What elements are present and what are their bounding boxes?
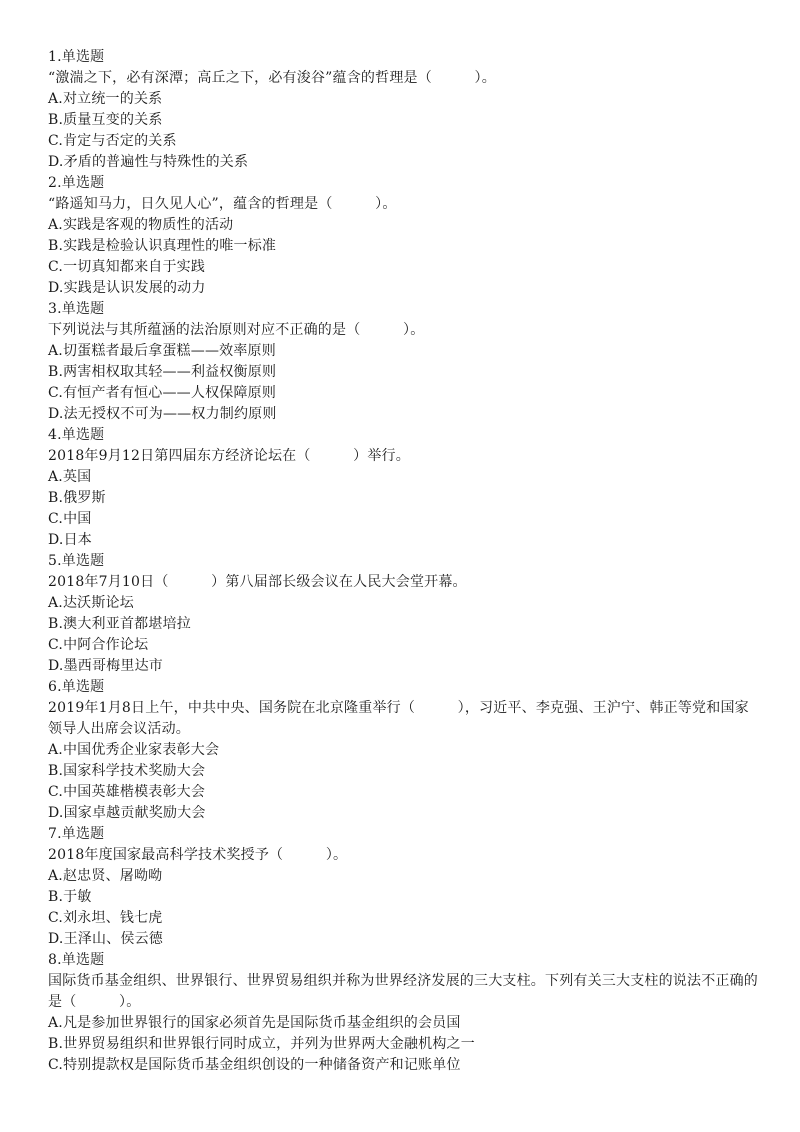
question-header: 5.单选题 bbox=[48, 553, 105, 569]
option-d: D.日本 bbox=[48, 532, 92, 548]
option-c: C.中国英雄楷模表彰大会 bbox=[48, 784, 206, 800]
question-header: 6.单选题 bbox=[48, 679, 105, 695]
option-d: D.实践是认识发展的动力 bbox=[48, 280, 206, 296]
question-stem: 国际货币基金组织、世界银行、世界贸易组织并称为世界经济发展的三大支柱。下列有关三大支柱的说法不正确的是（ ）。 bbox=[48, 973, 758, 1010]
option-a: A.中国优秀企业家表彰大会 bbox=[48, 742, 220, 758]
option-c: C.特别提款权是国际货币基金组织创设的一种储备资产和记账单位 bbox=[48, 1057, 461, 1073]
question-8 bbox=[48, 950, 758, 1076]
option-b: B.澳大利亚首都堪培拉 bbox=[48, 616, 191, 632]
question-stem: 2018年度国家最高科学技术奖授予（ ）。 bbox=[48, 847, 348, 863]
question-header: 7.单选题 bbox=[48, 826, 105, 842]
option-b: B.质量互变的关系 bbox=[48, 112, 163, 128]
option-a: A.英国 bbox=[48, 469, 92, 485]
option-d: D.法无授权不可为——权力制约原则 bbox=[48, 406, 277, 422]
option-a: A.切蛋糕者最后拿蛋糕——效率原则 bbox=[48, 343, 276, 359]
option-d: D.王泽山、侯云德 bbox=[48, 931, 163, 947]
question-2 bbox=[48, 173, 758, 299]
option-c: C.刘永坦、钱七虎 bbox=[48, 910, 163, 926]
option-d: D.国家卓越贡献奖励大会 bbox=[48, 805, 206, 821]
question-stem: “路遥知马力，日久见人心”，蕴含的哲理是（ ）。 bbox=[48, 196, 397, 212]
question-5 bbox=[48, 551, 758, 677]
option-c: C.中阿合作论坛 bbox=[48, 637, 149, 653]
option-d: D.墨西哥梅里达市 bbox=[48, 658, 163, 674]
question-stem: 2019年1月8日上午，中共中央、国务院在北京隆重举行（ ），习近平、李克强、王沪宁、韩正等党和国家领导人出席会议活动。 bbox=[48, 700, 749, 737]
question-stem: 2018年9月12日第四届东方经济论坛在（ ）举行。 bbox=[48, 448, 410, 464]
option-a: A.对立统一的关系 bbox=[48, 91, 163, 107]
question-header: 4.单选题 bbox=[48, 427, 105, 443]
question-stem: 2018年7月10日（ ）第八届部长级会议在人民大会堂开幕。 bbox=[48, 574, 467, 590]
option-b: B.世界贸易组织和世界银行同时成立，并列为世界两大金融机构之一 bbox=[48, 1036, 475, 1052]
question-header: 8.单选题 bbox=[48, 952, 105, 968]
question-header: 3.单选题 bbox=[48, 301, 105, 317]
option-b: B.实践是检验认识真理性的唯一标准 bbox=[48, 238, 277, 254]
question-stem: 下列说法与其所蕴涵的法治原则对应不正确的是（ ）。 bbox=[48, 322, 425, 338]
question-header: 2.单选题 bbox=[48, 175, 105, 191]
question-4 bbox=[48, 425, 758, 551]
option-c: C.肯定与否定的关系 bbox=[48, 133, 177, 149]
document-page bbox=[48, 47, 758, 1076]
option-b: B.国家科学技术奖励大会 bbox=[48, 763, 206, 779]
question-6 bbox=[48, 677, 758, 824]
option-c: C.一切真知都来自于实践 bbox=[48, 259, 206, 275]
option-d: D.矛盾的普遍性与特殊性的关系 bbox=[48, 154, 249, 170]
option-a: A.凡是参加世界银行的国家必须首先是国际货币基金组织的会员国 bbox=[48, 1015, 461, 1031]
option-b: B.俄罗斯 bbox=[48, 490, 106, 506]
option-a: A.赵忠贤、屠呦呦 bbox=[48, 868, 163, 884]
option-a: A.达沃斯论坛 bbox=[48, 595, 134, 611]
question-7 bbox=[48, 824, 758, 950]
question-header: 1.单选题 bbox=[48, 49, 105, 65]
option-b: B.于敏 bbox=[48, 889, 92, 905]
option-c: C.有恒产者有恒心——人权保障原则 bbox=[48, 385, 277, 401]
option-a: A.实践是客观的物质性的活动 bbox=[48, 217, 234, 233]
question-stem: “激湍之下，必有深潭；高丘之下，必有浚谷”蕴含的哲理是（ ）。 bbox=[48, 70, 496, 86]
option-b: B.两害相权取其轻——利益权衡原则 bbox=[48, 364, 277, 380]
question-3 bbox=[48, 299, 758, 425]
option-c: C.中国 bbox=[48, 511, 92, 527]
question-1 bbox=[48, 47, 758, 173]
